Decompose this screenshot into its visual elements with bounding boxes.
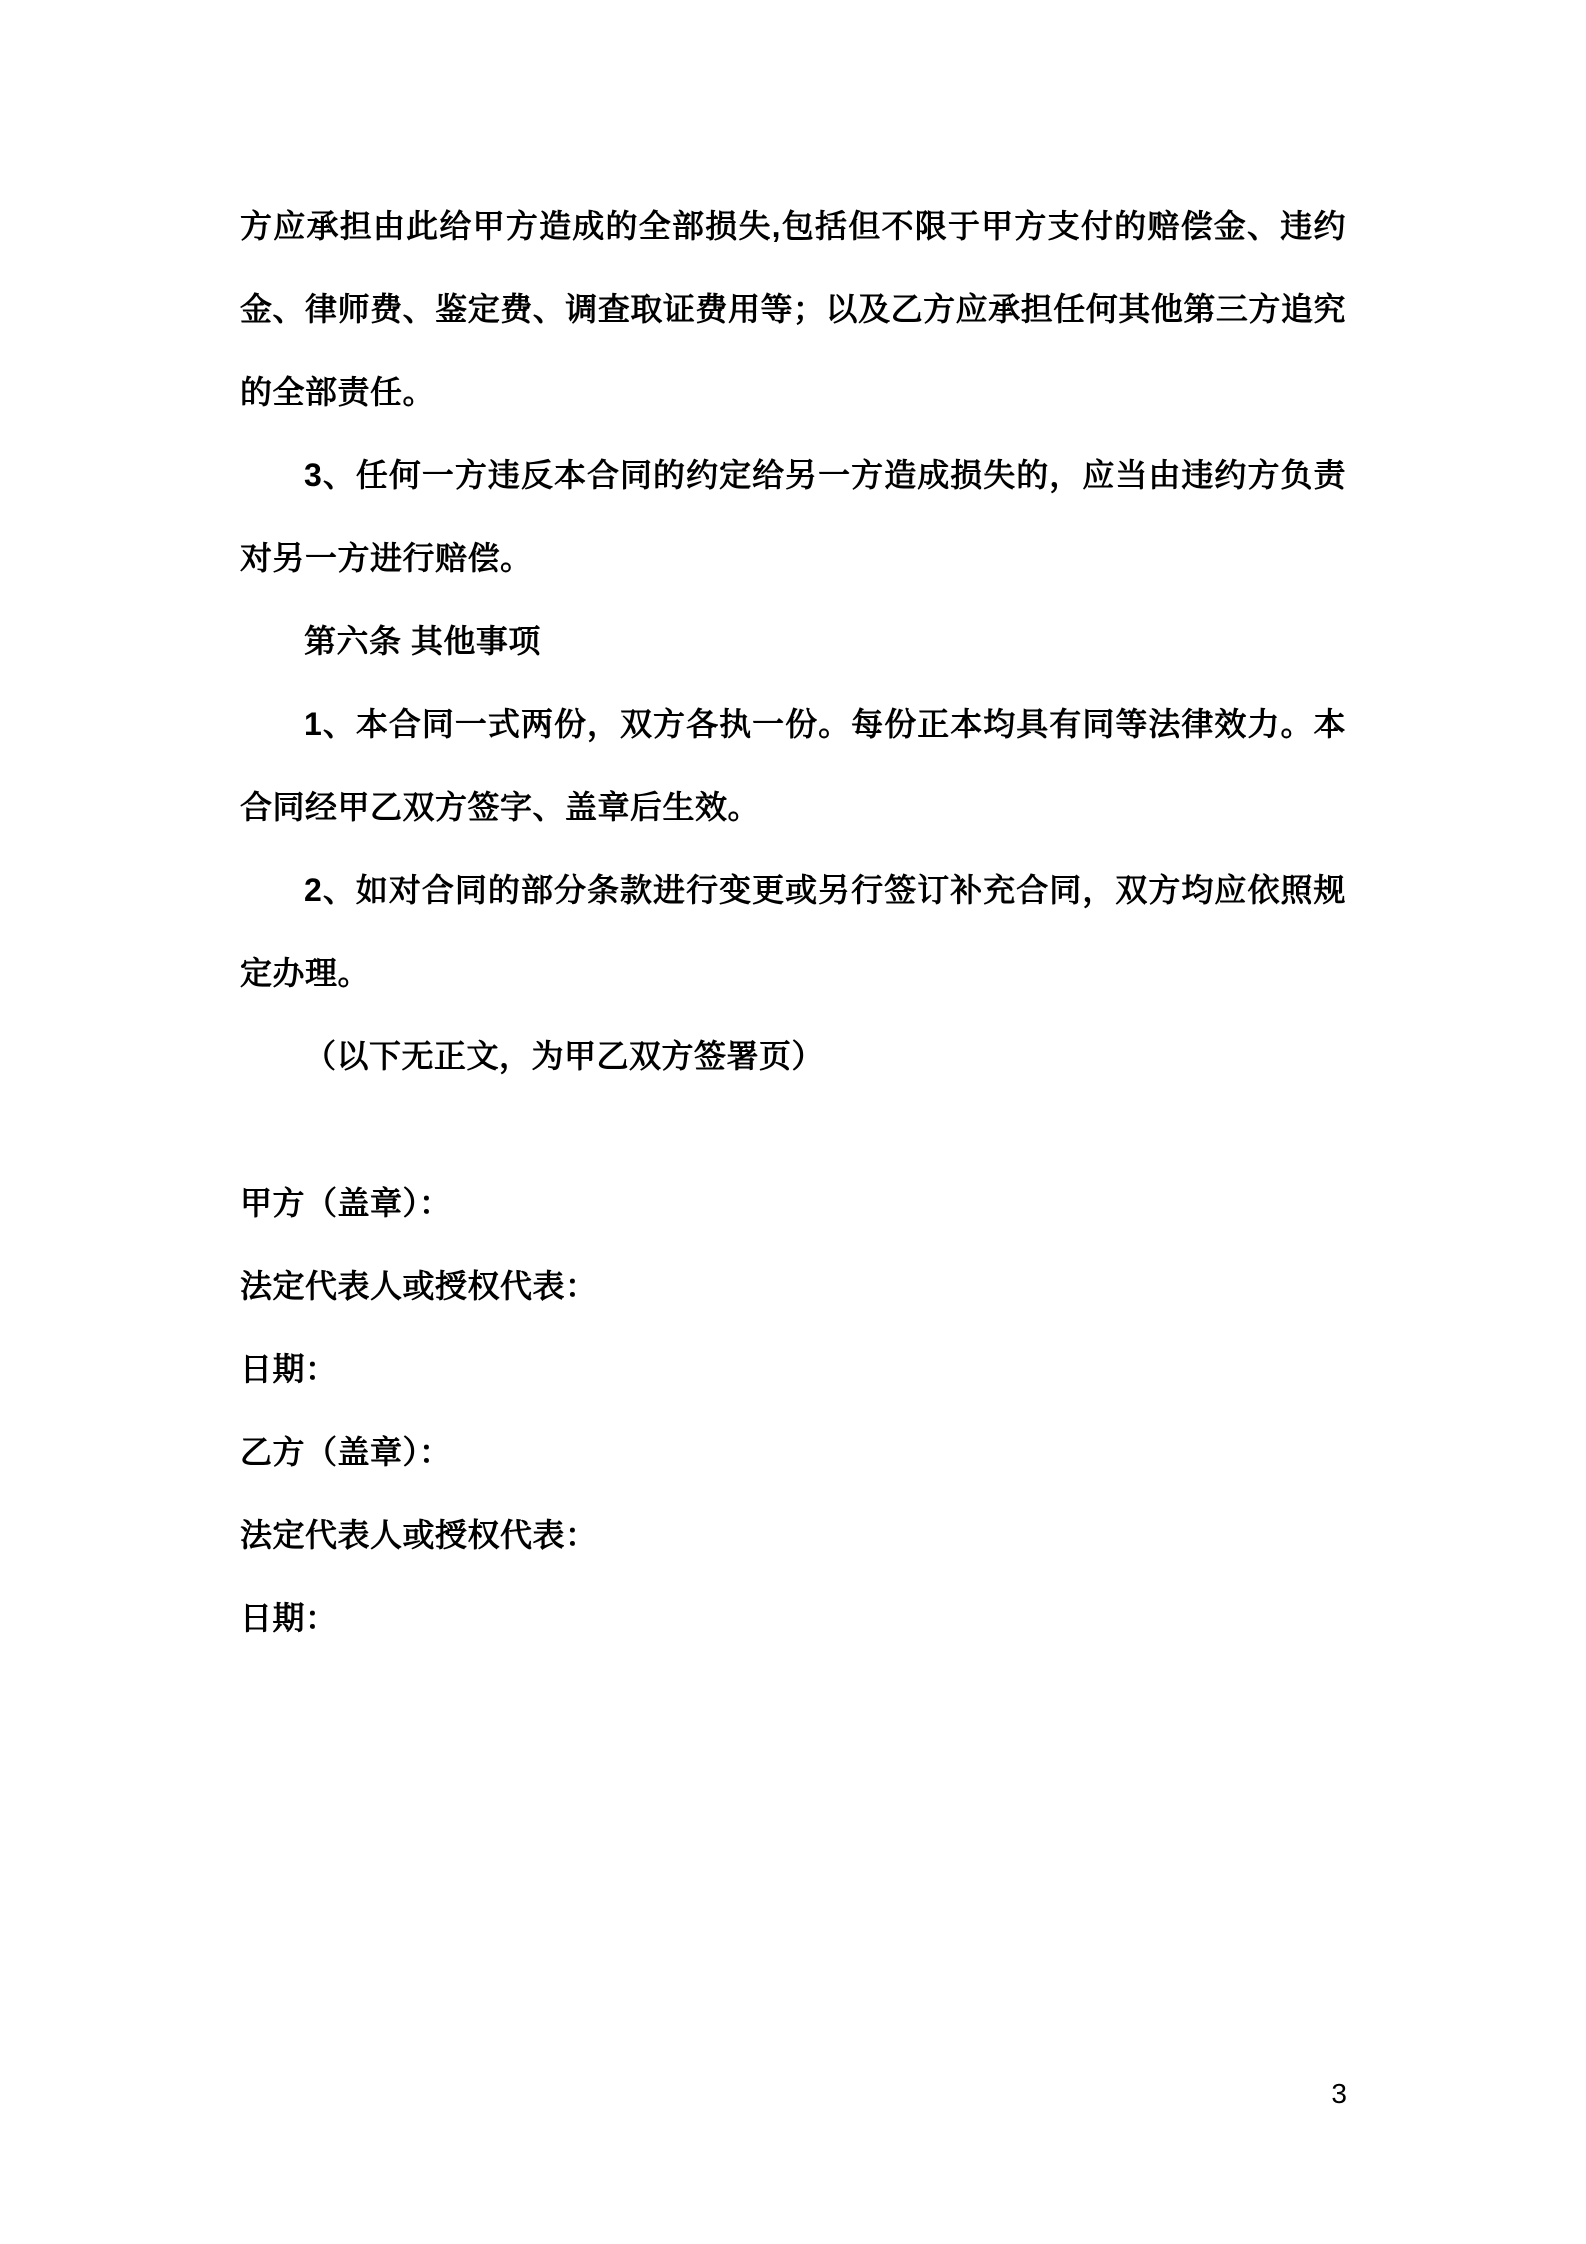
party-b-seal-line: 乙方（盖章）： [240,1434,452,1470]
paragraph-signature-page-note: （以下无正文，为甲乙双方签署页） [304,1038,825,1074]
party-b-date-line: 日期： [240,1600,338,1636]
page-number: 3 [1331,2078,1347,2109]
party-b-representative-line: 法定代表人或授权代表： [240,1517,598,1553]
party-a-date-line: 日期： [240,1351,338,1387]
paragraph-item-2-amendment: 2、如对合同的部分条款进行变更或另行签订补充合同，双方均应依照规定办理。 [240,872,1346,991]
party-a-representative-line: 法定代表人或授权代表： [240,1268,598,1304]
paragraph-clause-3-breach: 3、任何一方违反本合同的约定给另一方造成损失的，应当由违约方负责对另一方进行赔偿。 [240,457,1346,576]
paragraph-liability-continuation: 方应承担由此给甲方造成的全部损失,包括但不限于甲方支付的赔偿金、违约金、律师费、鉴定费、调查取证费用等；以及乙方应承担任何其他第三方追究的全部责任。 [240,208,1346,410]
party-a-seal-line: 甲方（盖章）： [240,1185,452,1221]
contract-body [240,185,1346,1660]
heading-article-6: 第六条 其他事项 [304,623,541,659]
paragraph-item-1-copies: 1、本合同一式两份，双方各执一份。每份正本均具有同等法律效力。本合同经甲乙双方签字、盖章后生效。 [240,706,1346,825]
signature-block [240,1162,1346,1660]
